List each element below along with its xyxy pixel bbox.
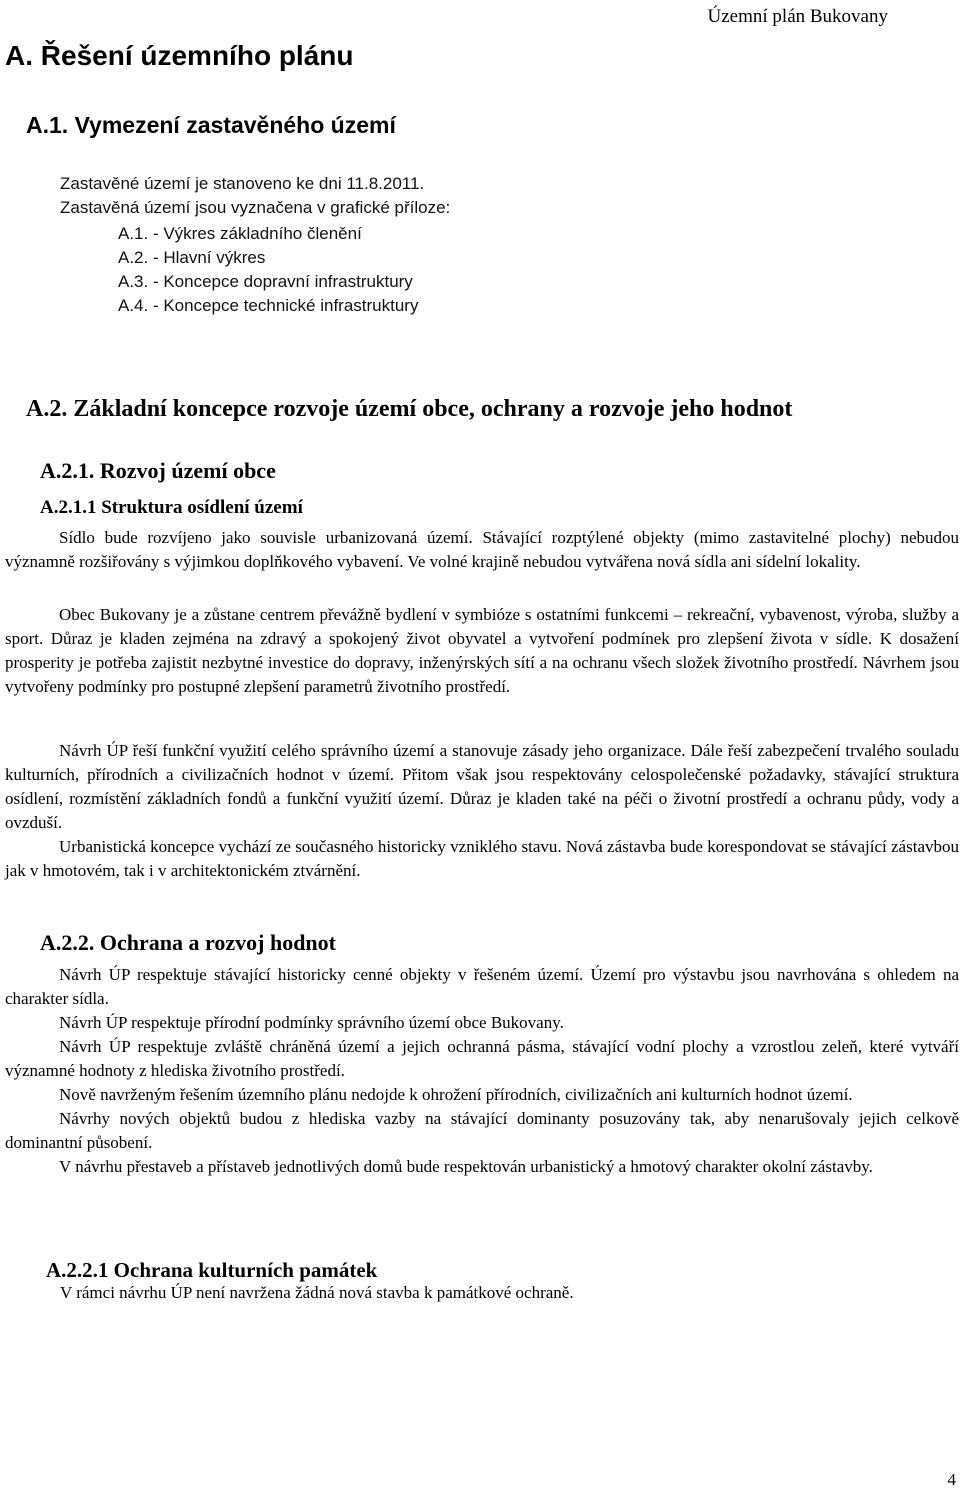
page-number: 4 — [947, 1470, 956, 1489]
document-title-header: Územní plán Bukovany — [707, 6, 888, 27]
paragraph — [5, 603, 959, 699]
paragraph — [5, 963, 959, 1179]
section-heading-a2: A.2. Základní koncepce rozvoje území obce, ochrany a rozvoje jeho hodnot — [26, 396, 793, 422]
text-line: Zastavěné území je stanoveno ke dni 11.8.2011. — [60, 174, 425, 193]
paragraph-text: Návrhy nových objektů budou z hlediska vazby na stávající dominanty posuzovány tak, aby nenarušovaly jejich celkově dominantní působení. — [5, 1109, 959, 1152]
paragraph — [5, 526, 959, 574]
subsubsection-heading-a211: A.2.1.1 Struktura osídlení území — [40, 497, 303, 518]
list-item: A.4. - Koncepce technické infrastruktury — [118, 296, 419, 315]
paragraph-text: Návrh ÚP respektuje zvláště chráněná území a jejich ochranná pásma, stávající vodní plochy a vzrostlou zeleň, které vytváří významné hodnoty z hlediska životního prostředí. — [5, 1037, 959, 1080]
paragraph-text: Sídlo bude rozvíjeno jako souvisle urbanizovaná území. Stávající rozptýlené objekty (mimo zastavitelné plochy) nebudou významně rozšiřovány s výjimkou doplňkového vybavení. Ve volné krajině nebudou vytvářena nová sídla ani sídelní lokality. — [5, 528, 959, 571]
text-line: V rámci návrhu ÚP není navržena žádná nová stavba k památkové ochraně. — [60, 1283, 574, 1302]
paragraph — [5, 739, 959, 883]
subsubsection-heading-a221: A.2.2.1 Ochrana kulturních památek — [46, 1258, 378, 1282]
subsection-heading-a21: A.2.1. Rozvoj území obce — [40, 458, 276, 483]
paragraph-text: Obec Bukovany je a zůstane centrem převážně bydlení v symbióze s ostatními funkcemi – rekreační, vybavenost, výroba, služby a sport. Důraz je kladen zejména na zdravý a spokojený život obyvatel a vytvoření podmínek pro zlepšení života v sídle. K dosažení prosperity je potřeba zajistit nezbytné investice do dopravy, inženýrských sítí a na ochranu všech složek životního prostředí. Návrhem jsou vytvořeny podmínky pro postupné zlepšení parametrů životního prostředí. — [5, 605, 959, 696]
subsection-heading-a22: A.2.2. Ochrana a rozvoj hodnot — [40, 930, 336, 955]
list-item: A.3. - Koncepce dopravní infrastruktury — [118, 272, 413, 291]
section-heading-a1: A.1. Vymezení zastavěného území — [26, 112, 396, 138]
list-item: A.2. - Hlavní výkres — [118, 248, 266, 267]
paragraph-text: V návrhu přestaveb a přístaveb jednotlivých domů bude respektován urbanistický a hmotový charakter okolní zástavby. — [59, 1157, 873, 1176]
paragraph-text: Urbanistická koncepce vychází ze současného historicky vzniklého stavu. Nová zástavba bude korespondovat se stávající zástavbou jak v hmotovém, tak i v architektonickém ztvárnění. — [5, 837, 959, 880]
paragraph-text: Návrh ÚP respektuje přírodní podmínky správního území obce Bukovany. — [59, 1013, 564, 1032]
paragraph-text: Nově navrženým řešením územního plánu nedojde k ohrožení přírodních, civilizačních ani kulturních hodnot území. — [59, 1085, 853, 1104]
list-item: A.1. - Výkres základního členění — [118, 224, 362, 243]
paragraph-text: Návrh ÚP respektuje stávající historicky cenné objekty v řešeném území. Území pro výstavbu jsou navrhována s ohledem na charakter sídla. — [5, 965, 959, 1008]
chapter-heading: A. Řešení územního plánu — [5, 40, 354, 71]
paragraph-text: Návrh ÚP řeší funkční využití celého správního území a stanovuje zásady jeho organizace. Dále řeší zabezpečení trvalého souladu kulturních, přírodních a civilizačních hodnot v území. Přitom však jsou respektovány celospolečenské požadavky, stávající struktura osídlení, rozmístění základních fondů a funkční využití území. Důraz je kladen také na péči o životní prostředí a ochranu půdy, vody a ovzduší. — [5, 741, 959, 832]
text-line: Zastavěná území jsou vyznačena v grafické příloze: — [60, 198, 451, 217]
